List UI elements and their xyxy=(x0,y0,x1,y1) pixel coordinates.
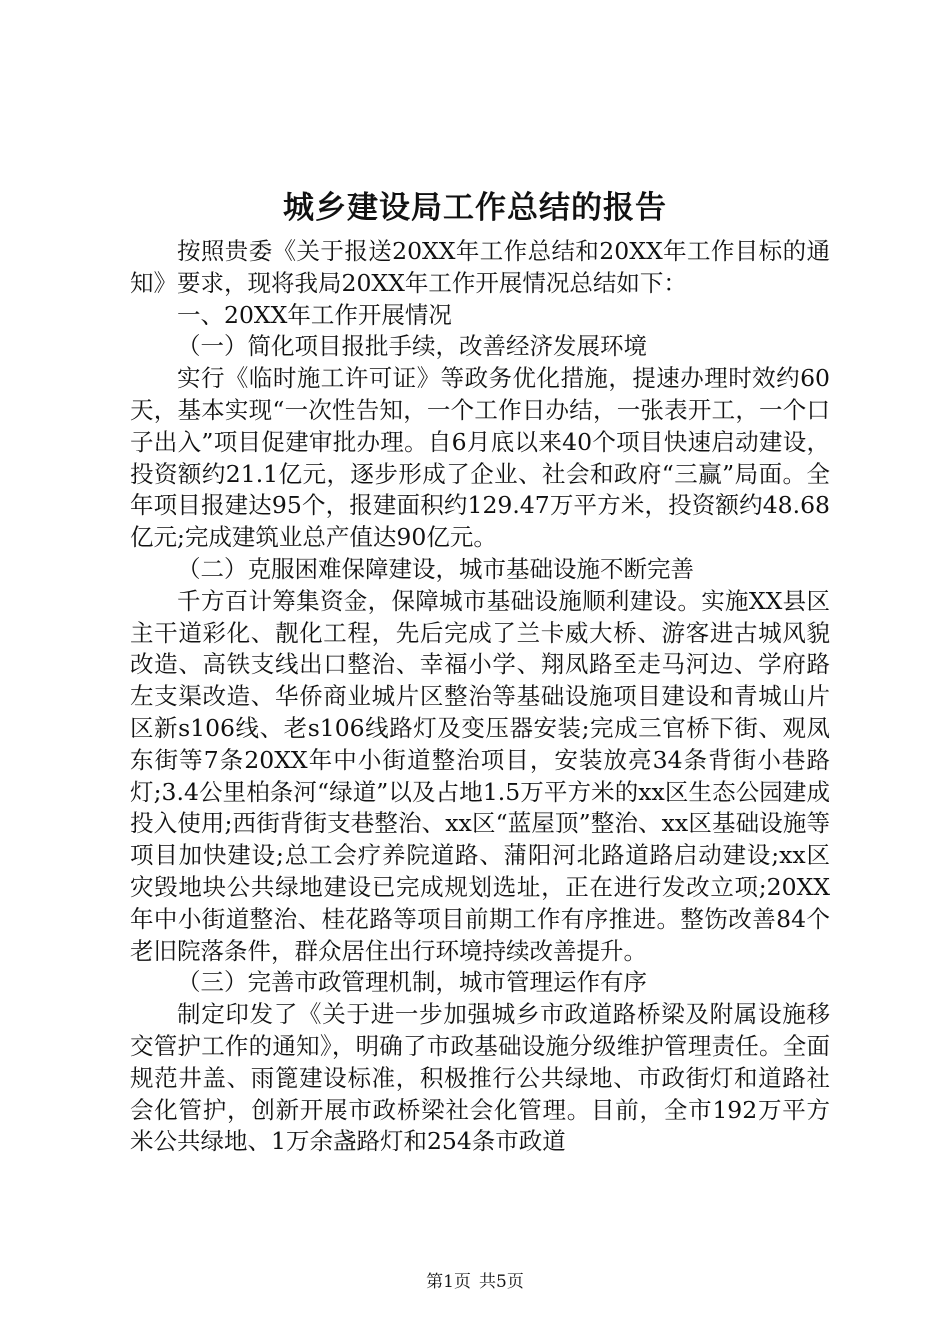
subsection-body-1: 实行《临时施工许可证》等政务优化措施，提速办理时效约60天，基本实现“一次性告知，一个工作日办结，一张表开工，一个口子出入”项目促建审批办理。自6月底以来40个项目快速启动建设，投资额约21.1亿元，逐步形成了企业、社会和政府“三赢”局面。全年项目报建达95个，报建面积约129.47万平方米，投资额约48.68亿元;完成建筑业总产值达90亿元。 xyxy=(130,364,830,552)
intro-paragraph: 按照贵委《关于报送20XX年工作总结和20XX年工作目标的通知》要求，现将我局20XX年工作开展情况总结如下： xyxy=(130,237,830,297)
subsection-heading-3: （三）完善市政管理机制，城市管理运作有序 xyxy=(177,968,647,997)
subsection-body-3: 制定印发了《关于进一步加强城乡市政道路桥梁及附属设施移交管护工作的通知》，明确了市政基础设施分级维护管理责任。全面规范井盖、雨篦建设标准，积极推行公共绿地、市政街灯和道路社会化管护，创新开展市政桥梁社会化管理。目前，全市192万平方米公共绿地、1万余盏路灯和254条市政道 xyxy=(130,1000,830,1156)
page-number: 第1页 xyxy=(426,1272,471,1292)
subsection-heading-2: （二）克服困难保障建设，城市基础设施不断完善 xyxy=(177,554,694,583)
page-footer xyxy=(0,1270,950,1294)
section-heading-1: 一、20XX年工作开展情况 xyxy=(177,300,452,329)
document-title: 城乡建设局工作总结的报告 xyxy=(283,190,667,226)
page-total: 共5页 xyxy=(479,1272,524,1292)
subsection-body-2: 千方百计筹集资金，保障城市基础设施顺利建设。实施XX县区主干道彩化、靓化工程，先后完成了兰卡威大桥、游客进古城风貌改造、高铁支线出口整治、幸福小学、翔凤路至走马河边、学府路左支渠改造、华侨商业城片区整治等基础设施项目建设和青城山片区新s106线、老s106线路灯及变压器安装;完成三官桥下街、观凤东街等7条20XX年中小街道整治项目，安装放亮34条背街小巷路灯;3.4公里柏条河“绿道”以及占地1.5万平方米的xx区生态公园建成投入使用;西街背街支巷整治、xx区“蓝屋顶”整治、xx区基础设施等项目加快建设;总工会疗养院道路、蒲阳河北路道路启动建设;xx区灾毁地块公共绿地建设已完成规划选址，正在进行发改立项;20XX年中小街道整治、桂花路等项目前期工作有序推进。整饬改善84个老旧院落条件，群众居住出行环境持续改善提升。 xyxy=(130,586,830,965)
document-body xyxy=(130,236,830,1158)
subsection-heading-1: （一）简化项目报批手续，改善经济发展环境 xyxy=(177,332,647,361)
